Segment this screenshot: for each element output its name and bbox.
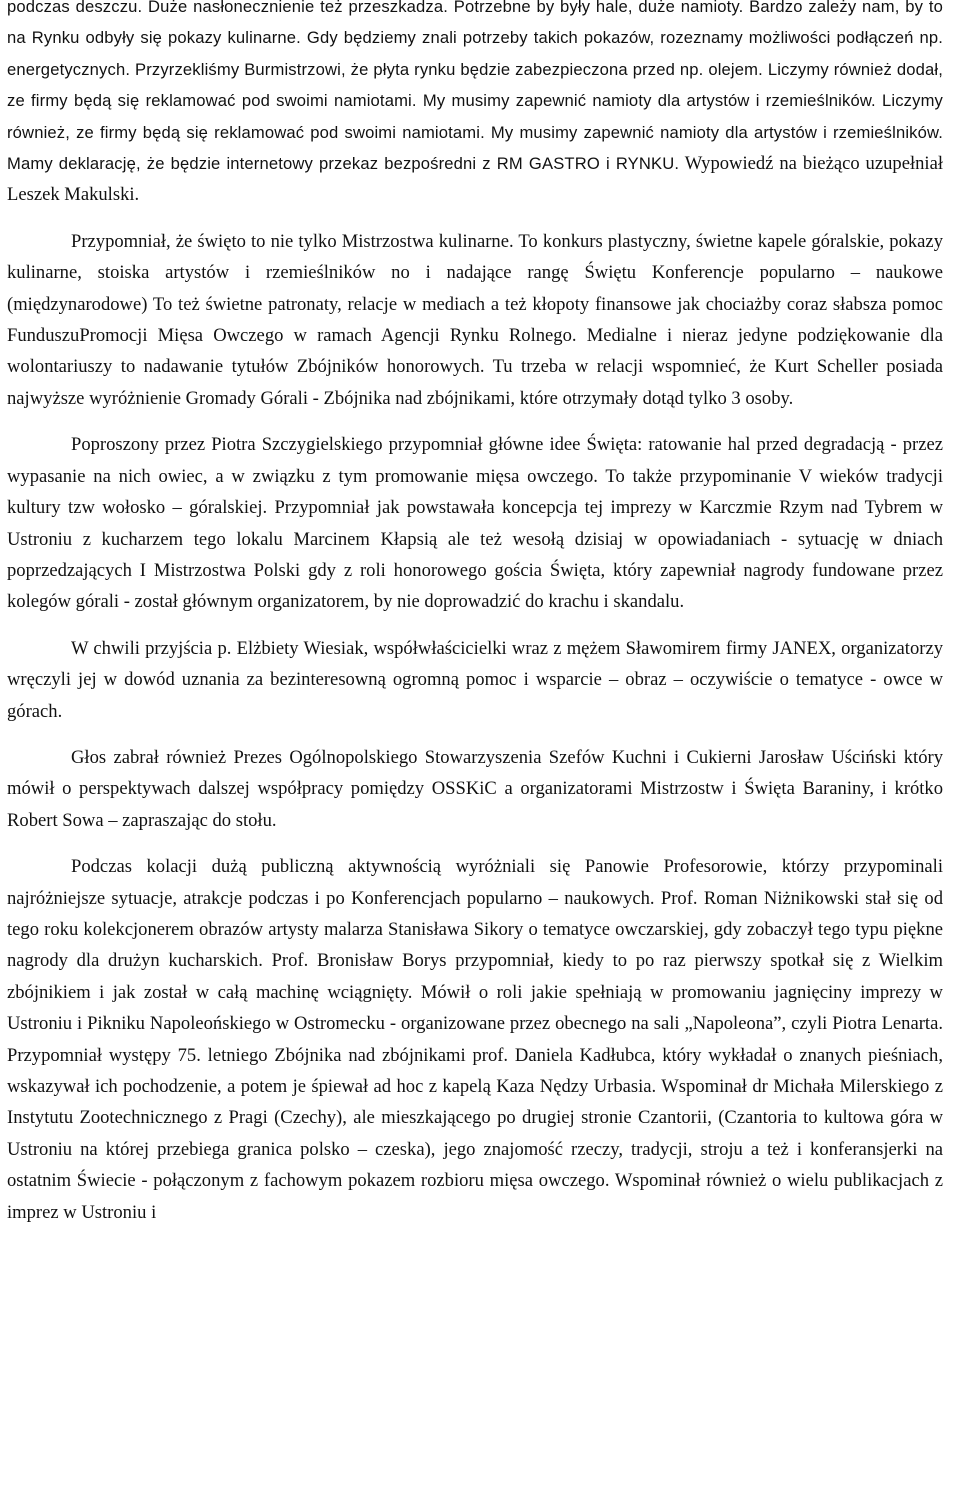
paragraph-gap bbox=[7, 618, 943, 633]
paragraph-gap bbox=[7, 211, 943, 226]
paragraph-5: Głos zabrał również Prezes Ogólnopolskiego Stowarzyszenia Szefów Kuchni i Cukierni Jarosław Uściński który mówił o perspektywach dalszej współpracy pomiędzy OSSKiC a organizatorami Mistrzostw i Święta Baraniny, i krótko Robert Sowa – zapraszając do stołu. bbox=[7, 746, 943, 831]
paragraph-gap bbox=[7, 414, 943, 429]
paragraph-3: Poproszony przez Piotra Szczygielskiego przypomniał główne idee Święta: ratowanie hal przed degradacją - przez wypasanie na nich owiec, a w związku z tym promowanie mięsa owczego. To także przypominanie V wieków tradycji kultury tzw wołosko – góralskiej. Przypomniał jak powstawała koncepcja tej imprezy w Karczmie Rzym nad Tybrem w Ustroniu z kucharzem tego lokalu Marcinem Kłapsią ale też wesołą dzisiaj w opowiadaniach - sytuację w dniach poprzedzających I Mistrzostwa Polski gdy z roli honorowego gościa Święta, który zapewniał nagrody fundowane przez kolegów górali - został głównym organizatorem, by nie doprowadzić do krachu i skandalu. bbox=[7, 434, 943, 613]
paragraph-1-note: Wypowiedź na bieżąco uzupełniał Leszek Makulski. bbox=[7, 153, 943, 206]
document-page bbox=[7, 0, 943, 1228]
paragraph-gap bbox=[7, 727, 943, 742]
paragraph-4: W chwili przyjścia p. Elżbiety Wiesiak, współwłaścicielki wraz z mężem Sławomirem firmy JANEX, organizatorzy wręczyli jej w dowód uznania za bezinteresowną ogromną pomoc i wsparcie – obraz – oczywiście o tematyce - owce w górach. bbox=[7, 637, 943, 722]
paragraph-1 bbox=[7, 0, 943, 211]
paragraph-6: Podczas kolacji dużą publiczną aktywnością wyróżniali się Panowie Profesorowie, którzy przypominali najróżniejsze sytuacje, atrakcje podczas i po Konferencjach popularno – naukowych. Prof. Roman Niżnikowski stał się od tego roku kolekcjonerem obrazów artysty malarza Stanisława Sikory o tematyce owczarskiej, gdy zobaczył tego typu piękne nagrody dla drużyn kucharskich. Prof. Bronisław Borys przypomniał, kiedy to po raz pierwszy spotkał się z Wielkim zbójnikiem i jak został w całą machinę wciągnięty. Mówił o roli jakie spełniają w promowaniu jagnięciny imprezy w Ustroniu i Pikniku Napoleońskiego w Ostromecku - organizowane przez obecnego na sali „Napoleona”, czyli Piotra Lenarta. Przypomniał występy 75. letniego Zbójnika nad zbójnikami prof. Daniela Kadłubca, który wykładał o znanych pieśniach, wskazywał ich pochodzenie, a potem je śpiewał ad hoc z kapelą Kaza Nędzy Urbasia. Wspominał dr Michała Milerskiego z Instytutu Zootechnicznego z Pragi (Czechy), ale mieszkającego po drugiej stronie Czantorii, (Czantoria to kultowa góra w Ustroniu na której przebiega granica polsko – czeska), jego znajomość rzeczy, tradycji, stroju a też i konferansjerki na ostatnim Świecie - połączonym z fachowym pokazem rozbioru mięsa owczego. Wspominał również o wielu publikacjach z imprez w Ustroniu i bbox=[7, 856, 943, 1223]
paragraph-gap bbox=[7, 836, 943, 851]
paragraph-2: Przypomniał, że święto to nie tylko Mistrzostwa kulinarne. To konkurs plastyczny, świetne kapele góralskie, pokazy kulinarne, stoiska artystów i rzemieślników no i nadające rangę Świętu Konferencje popularno – naukowe (międzynarodowe) To też świetne patronaty, relacje w mediach a też kłopoty finansowe jak chociażby coraz słabsza pomoc FunduszuPromocji Mięsa Owczego w ramach Agencji Rynku Rolnego. Medialne i nieraz jedyne podziękowanie dla wolontariuszy to nadawanie tytułów Zbójników honorowych. Tu trzeba w relacji wspomnieć, że Kurt Scheller posiada najwyższe wyróżnienie Gromady Górali - Zbójnika nad zbójnikami, które otrzymały dotąd tylko 3 osoby. bbox=[7, 230, 943, 409]
paragraph-1-body: podczas deszczu. Duże nasłonecznienie też przeszkadza. Potrzebne by były hale, duże namioty. Bardzo zależy nam, by to na Rynku odbyły się pokazy kulinarne. Gdy będziemy znali potrzeby takich pokazów, rozeznamy możliwości podłączeń np. energetycznych. Przyrzekliśmy Burmistrzowi, że płyta rynku będzie zabezpieczona przed np. olejem. Liczymy również dodał, ze firmy będą się reklamować pod swoimi namiotami. My musimy zapewnić namioty dla artystów i rzemieślników. Liczymy również, ze firmy będą się reklamować pod swoimi namiotami. My musimy zapewnić namioty dla artystów i rzemieślników. Mamy deklarację, że będzie internetowy przekaz bezpośredni z RM GASTRO i RYNKU. bbox=[7, 0, 943, 174]
